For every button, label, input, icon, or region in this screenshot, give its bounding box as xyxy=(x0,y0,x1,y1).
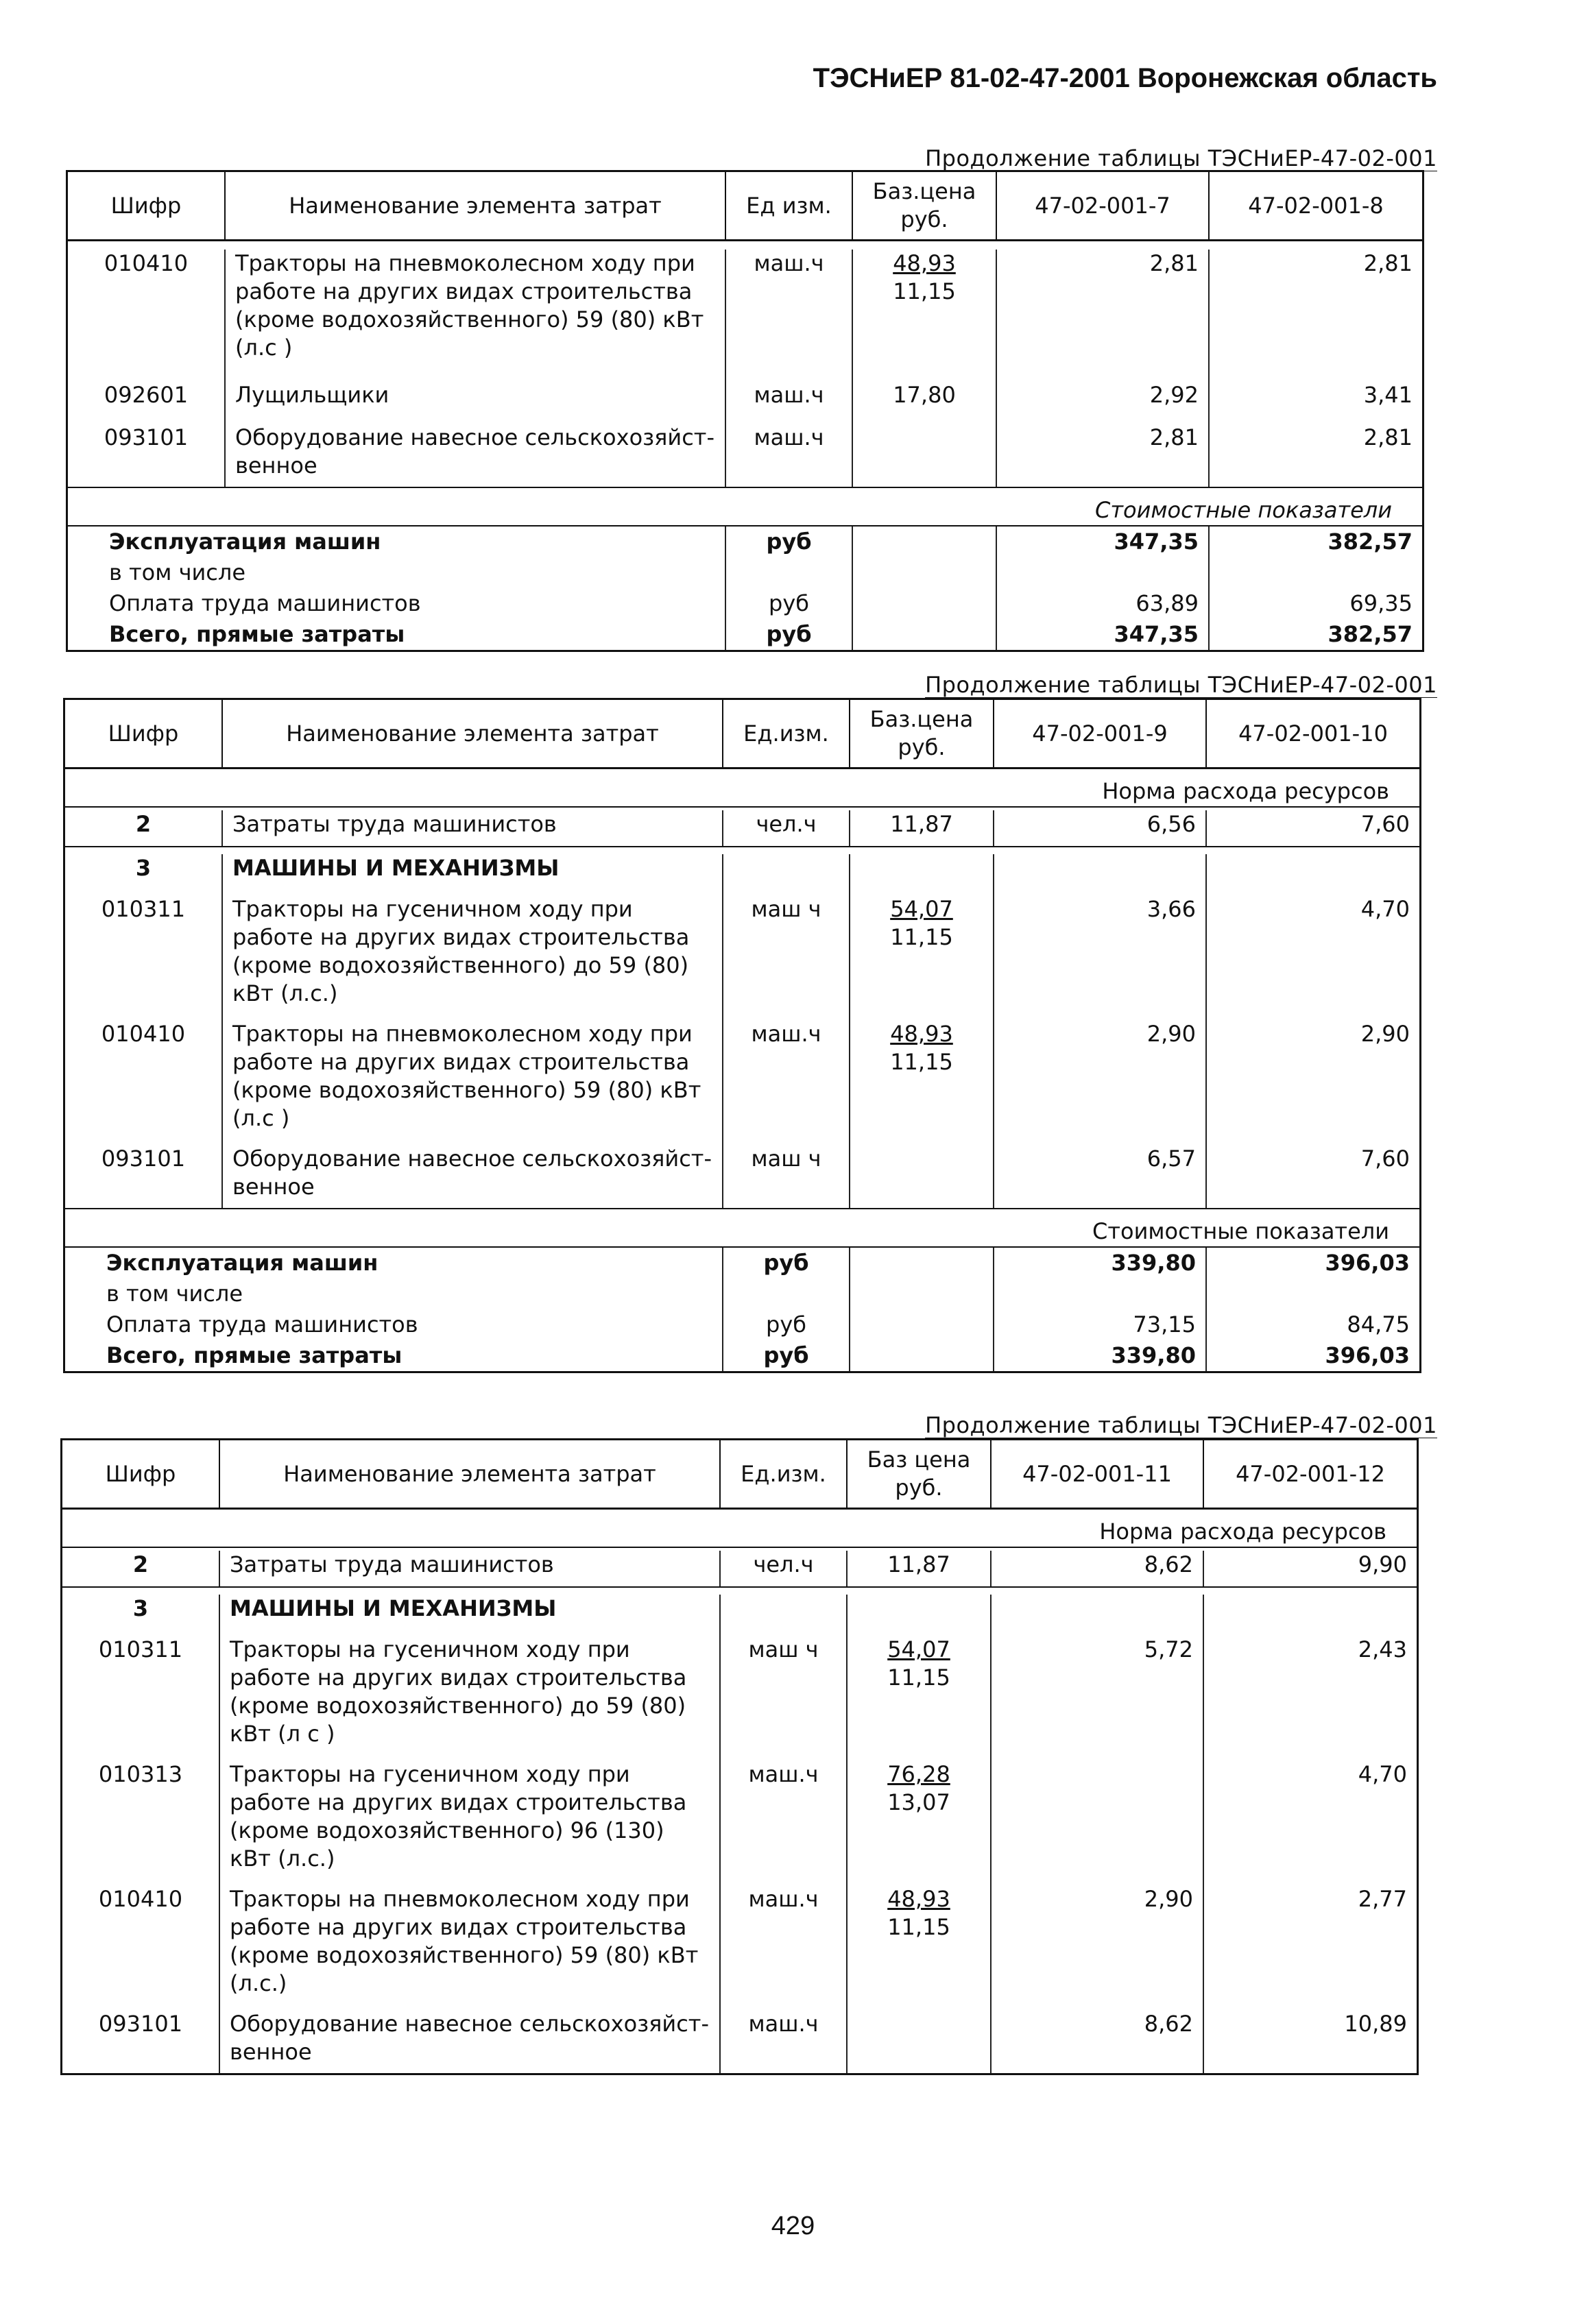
row-value-b: 4,70 xyxy=(1358,1761,1407,1787)
cost-unit xyxy=(726,557,853,588)
row-code: 2 xyxy=(65,810,223,846)
price-top: 76,28 xyxy=(887,1761,950,1787)
col-code: Шифр xyxy=(68,172,226,239)
row-value-b: 4,70 xyxy=(1360,896,1410,922)
col-price: Баз цена руб. xyxy=(848,1440,992,1508)
col-code-a: 47-02-001-9 xyxy=(994,700,1207,767)
section-title: МАШИНЫ И МЕХАНИЗМЫ xyxy=(223,854,723,895)
row-code: 2 xyxy=(62,1551,220,1586)
row-value-a: 2,81 xyxy=(997,424,1210,487)
price-bottom: 11,15 xyxy=(893,278,956,304)
col-unit: Ед.изм. xyxy=(721,1440,848,1508)
row-name: Тракторы на пневмоколесном ходу при работе на других видах строительства (кроме водохозяйственного) 59 (80) кВт (л.с.) xyxy=(220,1885,721,2010)
row-price xyxy=(848,1760,992,1885)
col-unit: Ед.изм. xyxy=(723,700,850,767)
row-value-a: 5,72 xyxy=(992,1636,1204,1760)
cost-label: в том числе xyxy=(65,1279,723,1309)
cost-label: в том числе xyxy=(68,557,726,588)
cost-row-including xyxy=(65,1279,1419,1309)
table-row xyxy=(65,1145,1419,1208)
col-code-b: 47-02-001-12 xyxy=(1236,1460,1385,1487)
row-price xyxy=(850,854,994,895)
cost-value-b xyxy=(1207,1279,1419,1309)
cost-value-b xyxy=(1210,557,1422,588)
row-value-a: 6,57 xyxy=(994,1145,1207,1208)
row-name: Оборудование навесное сельскохозяйст-венное xyxy=(226,424,726,487)
price-top: 48,93 xyxy=(890,1021,953,1047)
table-row xyxy=(62,2010,1417,2073)
section-code: 3 xyxy=(65,854,223,895)
row-value-b xyxy=(1204,1595,1417,1636)
cost-indicators-label: Стоимостные показатели xyxy=(65,1208,1419,1248)
row-price xyxy=(848,1595,992,1636)
cost-unit: руб xyxy=(726,588,853,619)
labor-row xyxy=(65,808,1419,847)
cost-value-b: 69,35 xyxy=(1349,590,1413,616)
row-code: 093101 xyxy=(68,424,226,487)
row-value-a: 8,62 xyxy=(992,1551,1204,1586)
section-title: МАШИНЫ И МЕХАНИЗМЫ xyxy=(220,1595,721,1636)
row-price xyxy=(853,424,997,487)
col-price: Баз.цена руб. xyxy=(853,172,997,239)
row-value-b: 10,89 xyxy=(1344,2011,1407,2037)
labor-row xyxy=(62,1548,1417,1588)
cost-value-b: 84,75 xyxy=(1347,1311,1410,1337)
cost-row-wages xyxy=(65,1309,1419,1340)
price-bottom: 11,15 xyxy=(890,1049,953,1075)
col-code-b: 47-02-001-10 xyxy=(1238,720,1388,747)
cost-value-b: 396,03 xyxy=(1325,1342,1410,1368)
cost-empty xyxy=(850,1309,994,1340)
row-value-a xyxy=(994,854,1207,895)
row-value-b: 2,81 xyxy=(1363,250,1413,276)
row-price: 11,87 xyxy=(848,1551,992,1586)
row-unit: маш.ч xyxy=(721,1760,848,1885)
table-3 xyxy=(60,1438,1419,2075)
norm-label: Норма расхода ресурсов xyxy=(65,769,1419,808)
cost-empty xyxy=(853,619,997,650)
row-price xyxy=(848,1885,992,2010)
cost-empty xyxy=(853,526,997,557)
row-price: 11,87 xyxy=(850,810,994,846)
cost-row-total xyxy=(68,619,1422,650)
col-code: Шифр xyxy=(62,1440,220,1508)
cost-row-wages xyxy=(68,588,1422,619)
row-price xyxy=(850,1020,994,1145)
row-value-a xyxy=(992,1595,1204,1636)
cost-unit: руб xyxy=(723,1309,850,1340)
cost-value-a xyxy=(994,1279,1207,1309)
row-value-a: 8,62 xyxy=(992,2010,1204,2073)
row-unit: маш ч xyxy=(723,895,850,1020)
row-value-a: 2,92 xyxy=(997,381,1210,424)
table-header xyxy=(65,700,1419,769)
row-price xyxy=(850,1145,994,1208)
row-unit xyxy=(721,1595,848,1636)
row-value-a: 3,66 xyxy=(994,895,1207,1020)
table-1-caption: Продолжение таблицы ТЭСНиЕР-47-02-001 xyxy=(925,145,1437,171)
col-code-b: 47-02-001-8 xyxy=(1248,192,1384,219)
table-row xyxy=(68,241,1422,381)
section-code: 3 xyxy=(62,1595,220,1636)
row-name: Затраты труда машинистов xyxy=(223,810,723,846)
cost-unit: руб xyxy=(723,1248,850,1279)
col-code-a: 47-02-001-11 xyxy=(992,1440,1204,1508)
row-value-b: 9,90 xyxy=(1358,1551,1407,1577)
price-top: 54,07 xyxy=(887,1636,950,1662)
cost-row-machines xyxy=(68,526,1422,557)
price-bottom: 11,15 xyxy=(890,924,953,950)
row-value-b: 7,60 xyxy=(1360,811,1410,837)
table-1 xyxy=(66,170,1424,652)
table-row xyxy=(68,381,1422,424)
row-value-a: 2,90 xyxy=(994,1020,1207,1145)
row-unit: маш.ч xyxy=(726,424,853,487)
cost-empty xyxy=(850,1248,994,1279)
row-name: Затраты труда машинистов xyxy=(220,1551,721,1586)
cost-label: Эксплуатация машин xyxy=(68,526,726,557)
page-number: 429 xyxy=(771,2212,815,2240)
cost-unit: руб xyxy=(726,526,853,557)
row-value-b: 2,77 xyxy=(1358,1886,1407,1912)
cost-value-a: 339,80 xyxy=(994,1248,1207,1279)
row-code: 092601 xyxy=(68,381,226,424)
table-3-caption: Продолжение таблицы ТЭСНиЕР-47-02-001 xyxy=(925,1412,1437,1438)
table-header xyxy=(68,172,1422,241)
row-value-a xyxy=(992,1760,1204,1885)
col-unit: Ед изм. xyxy=(726,172,853,239)
price-bottom: 11,15 xyxy=(887,1665,950,1691)
row-name: Лущильщики xyxy=(226,381,726,424)
price-top: 54,07 xyxy=(890,896,953,922)
cost-value-a xyxy=(997,557,1210,588)
cost-empty xyxy=(850,1279,994,1309)
section-row xyxy=(62,1588,1417,1636)
cost-empty xyxy=(850,1340,994,1371)
row-name: Тракторы на гусеничном ходу при работе на других видах строительства (кроме водохозяйственного) 96 (130) кВт (л.с.) xyxy=(220,1760,721,1885)
row-unit: маш.ч xyxy=(721,1885,848,2010)
row-value-b: 7,60 xyxy=(1360,1146,1410,1172)
row-value-b: 3,41 xyxy=(1363,382,1413,408)
cost-label: Оплата труда машинистов xyxy=(65,1309,723,1340)
row-value-a: 2,90 xyxy=(992,1885,1204,2010)
table-row xyxy=(68,424,1422,487)
cost-row-including xyxy=(68,557,1422,588)
table-2 xyxy=(63,698,1421,1373)
row-name: Оборудование навесное сельскохозяйст-венное xyxy=(220,2010,721,2073)
table-row xyxy=(62,1885,1417,2010)
cost-value-b: 396,03 xyxy=(1325,1250,1410,1276)
row-name: Тракторы на гусеничном ходу при работе на других видах строительства (кроме водохозяйственного) до 59 (80) кВт (л.с.) xyxy=(223,895,723,1020)
price-bottom: 11,15 xyxy=(887,1914,950,1940)
section-row xyxy=(65,847,1419,895)
row-unit: маш ч xyxy=(721,1636,848,1760)
table-row xyxy=(62,1760,1417,1885)
cost-unit: руб xyxy=(726,619,853,650)
row-code: 010410 xyxy=(65,1020,223,1145)
table-2-caption: Продолжение таблицы ТЭСНиЕР-47-02-001 xyxy=(925,672,1437,698)
page-header: ТЭСНиЕР 81-02-47-2001 Воронежская область xyxy=(813,63,1437,93)
row-code: 093101 xyxy=(62,2010,220,2073)
col-code: Шифр xyxy=(65,700,223,767)
col-name: Наименование элемента затрат xyxy=(223,700,723,767)
row-unit: маш.ч xyxy=(726,250,853,381)
price-top: 48,93 xyxy=(887,1886,950,1912)
row-price xyxy=(848,2010,992,2073)
row-value-b: 2,90 xyxy=(1360,1021,1410,1047)
cost-label: Оплата труда машинистов xyxy=(68,588,726,619)
norm-label: Норма расхода ресурсов xyxy=(62,1510,1417,1548)
cost-value-a: 347,35 xyxy=(997,526,1210,557)
price-top: 48,93 xyxy=(893,250,956,276)
row-value-b: 2,81 xyxy=(1363,424,1413,450)
cost-label: Всего, прямые затраты xyxy=(65,1340,723,1371)
row-unit: чел.ч xyxy=(723,810,850,846)
cost-value-a: 73,15 xyxy=(994,1309,1207,1340)
cost-value-b: 382,57 xyxy=(1327,529,1413,555)
row-name: Тракторы на гусеничном ходу при работе на других видах строительства (кроме водохозяйственного) до 59 (80) кВт (л с ) xyxy=(220,1636,721,1760)
row-code: 010311 xyxy=(65,895,223,1020)
price-bottom: 13,07 xyxy=(887,1789,950,1815)
col-price: Баз.цена руб. xyxy=(850,700,994,767)
row-unit: маш.ч xyxy=(721,2010,848,2073)
row-unit: маш.ч xyxy=(723,1020,850,1145)
row-unit xyxy=(723,854,850,895)
row-name: Оборудование навесное сельскохозяйст-венное xyxy=(223,1145,723,1208)
row-price xyxy=(848,1636,992,1760)
cost-label: Эксплуатация машин xyxy=(65,1248,723,1279)
row-price xyxy=(853,250,997,381)
row-value-b: 2,43 xyxy=(1358,1636,1407,1662)
col-name: Наименование элемента затрат xyxy=(226,172,726,239)
cost-empty xyxy=(853,588,997,619)
cost-row-total xyxy=(65,1340,1419,1371)
table-row xyxy=(62,1636,1417,1760)
row-value-a: 6,56 xyxy=(994,810,1207,846)
table-header xyxy=(62,1440,1417,1510)
row-code: 010410 xyxy=(62,1885,220,2010)
row-code: 093101 xyxy=(65,1145,223,1208)
cost-label: Всего, прямые затраты xyxy=(68,619,726,650)
table-row xyxy=(65,895,1419,1020)
cost-value-b: 382,57 xyxy=(1327,621,1413,647)
row-value-b xyxy=(1207,854,1419,895)
cost-value-a: 347,35 xyxy=(997,619,1210,650)
cost-empty xyxy=(853,557,997,588)
col-name: Наименование элемента затрат xyxy=(220,1440,721,1508)
row-price xyxy=(850,895,994,1020)
table-row xyxy=(65,1020,1419,1145)
row-code: 010311 xyxy=(62,1636,220,1760)
row-value-a: 2,81 xyxy=(997,250,1210,381)
cost-row-machines xyxy=(65,1248,1419,1279)
row-unit: чел.ч xyxy=(721,1551,848,1586)
row-name: Тракторы на пневмоколесном ходу при работе на других видах строительства (кроме водохозяйственного) 59 (80) кВт (л.с ) xyxy=(223,1020,723,1145)
cost-value-a: 63,89 xyxy=(997,588,1210,619)
cost-unit: руб xyxy=(723,1340,850,1371)
row-unit: маш ч xyxy=(723,1145,850,1208)
row-price: 17,80 xyxy=(853,381,997,424)
row-unit: маш.ч xyxy=(726,381,853,424)
cost-indicators-label: Стоимостные показатели xyxy=(68,487,1422,526)
col-code-a: 47-02-001-7 xyxy=(997,172,1210,239)
row-code: 010410 xyxy=(68,250,226,381)
row-code: 010313 xyxy=(62,1760,220,1885)
cost-unit xyxy=(723,1279,850,1309)
row-name: Тракторы на пневмоколесном ходу при работе на других видах строительства (кроме водохозяйственного) 59 (80) кВт (л.с ) xyxy=(226,250,726,381)
cost-value-a: 339,80 xyxy=(994,1340,1207,1371)
